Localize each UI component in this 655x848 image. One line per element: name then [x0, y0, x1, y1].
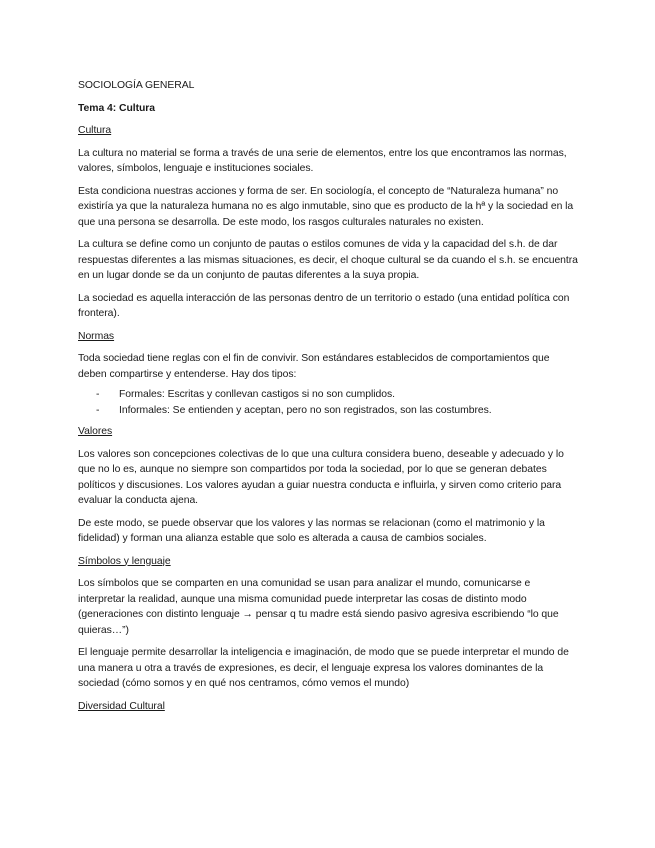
list-item-text: Formales: Escritas y conllevan castigos si no son cumplidos.: [119, 389, 395, 400]
section-heading-diversidad-cultural: Diversidad Cultural: [78, 700, 165, 712]
topic-title: Tema 4: Cultura: [78, 102, 156, 114]
paragraph: El lenguaje permite desarrollar la inteligencia e imaginación, de modo que se puede interpretar el mundo de una manera u otra a través de expresiones, es decir, el lenguaje expresa los valores dominantes de la sociedad (cómo somos y en qué nos centramos, cómo vemos el mundo): [78, 647, 569, 689]
paragraph: La sociedad es aquella interacción de las personas dentro de un territorio o estado (una entidad política con frontera).: [78, 292, 570, 319]
paragraph: Los símbolos que se comparten en una comunidad se usan para analizar el mundo, comunicarse e interpretar la realidad, aunque una misma comunidad puede interpretar las cosas de distinto modo (generaciones con distinto lenguaje → pensar q tu madre está siendo pasivo agresiva escribiendo “lo que quieras…”): [78, 578, 559, 636]
paragraph: Toda sociedad tiene reglas con el fin de convivir. Son estándares establecidos de comportamientos que deben compartirse y entenderse. Hay dos tipos:: [78, 353, 550, 380]
paragraph: De este modo, se puede observar que los valores y las normas se relacionan (como el matrimonio y la fidelidad) y forman una alianza estable que solo es alterada a causa de cambios sociales.: [78, 517, 545, 544]
norm-types-list: [78, 387, 578, 418]
list-item: [78, 387, 578, 403]
list-dash: -: [96, 404, 100, 416]
paragraph: La cultura no material se forma a través de una serie de elementos, entre los que encontramos las normas, valores, símbolos, lenguaje e instituciones sociales.: [78, 147, 567, 174]
list-item: [78, 403, 578, 419]
paragraph: La cultura se define como un conjunto de pautas o estilos comunes de vida y la capacidad del s.h. de dar respuestas diferentes a las mismas situaciones, es decir, el choque cultural se da cuando el s.h. se encuentra en un lugar donde se da un conjunto de pautas diferentes a la suya propia.: [78, 239, 578, 281]
list-dash: -: [96, 389, 100, 400]
list-item-text: Informales: Se entienden y aceptan, pero no son registrados, son las costumbres.: [119, 404, 492, 416]
paragraph: Los valores son concepciones colectivas de lo que una cultura considera bueno, deseable y adecuado y lo que no lo es, aunque no siempre son compartidos por toda la sociedad, por lo que se generan debates políticos y discusiones. Los valores ayudan a guiar nuestra conducta e influirla, y sirven como criterio para evaluar la conducta ajena.: [78, 448, 564, 506]
section-heading-valores: Valores: [78, 426, 113, 437]
course-title: SOCIOLOGÍA GENERAL: [78, 80, 195, 91]
section-heading-normas: Normas: [78, 330, 115, 342]
section-heading-simbolos-lenguaje: Símbolos y lenguaje: [78, 555, 171, 567]
paragraph: Esta condiciona nuestras acciones y forma de ser. En sociología, el concepto de “Naturaleza humana” no existiría ya que la naturaleza humana no es algo inmutable, sino que es producto de la hª y la sociedad en la que una persona se desarrolla. De este modo, los rasgos culturales naturales no existen.: [78, 185, 574, 228]
section-heading-cultura: Cultura: [78, 125, 112, 136]
document-page: [78, 78, 578, 721]
